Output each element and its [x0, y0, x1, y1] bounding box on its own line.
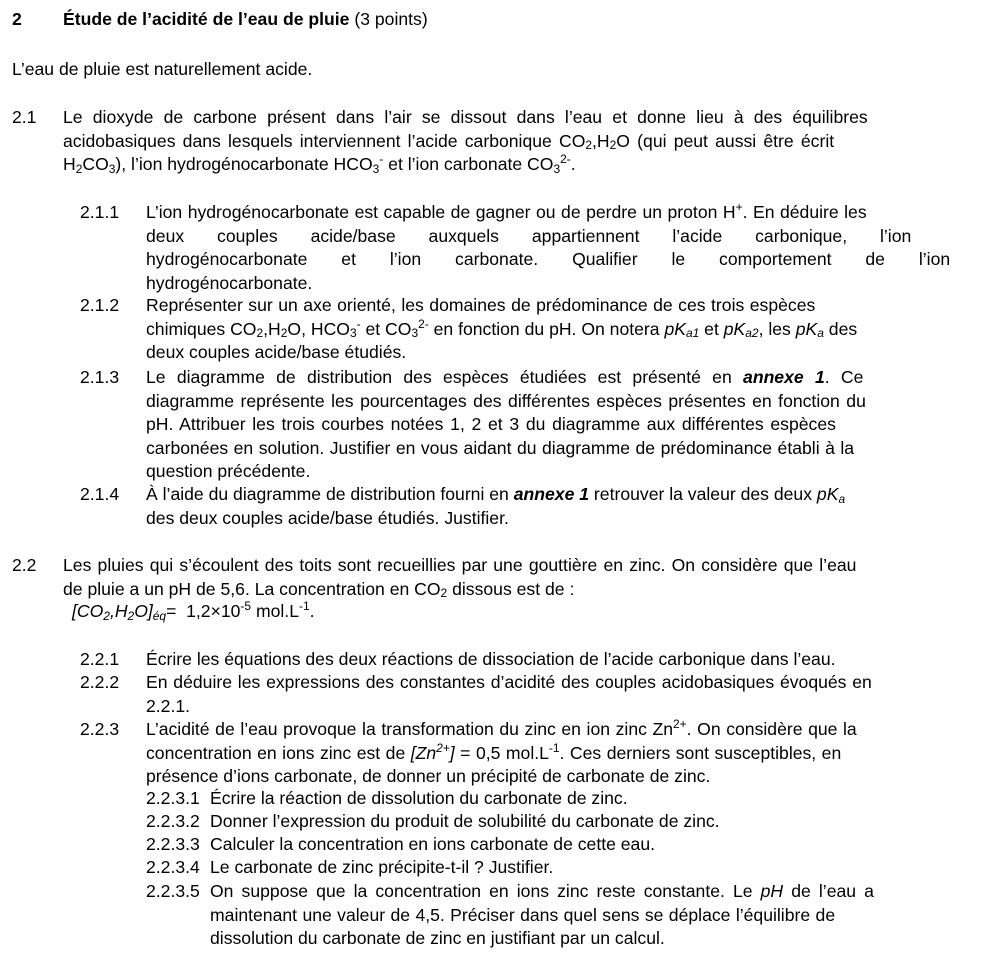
q2-2-2-text: En déduire les expressions des constantes d’acidité des couples acidobasiques évoqués en 2.2.1. [146, 672, 872, 716]
q2-2-3-3-number: 2.2.3.3 [146, 834, 200, 854]
q2-1-4-number: 2.1.4 [80, 484, 120, 504]
section-number: 2 [12, 9, 22, 29]
section-intro: L’eau de pluie est naturellement acide. [12, 59, 313, 79]
q2-2-2-number: 2.2.2 [80, 672, 120, 692]
q2-2-formula: $[CO_2,H_2O]_{éq}= 1,2\times 10^{-5}$ $mol.L^{-1}$. [72, 599, 315, 623]
q2-1-text: Le dioxyde de carbone présent dans l’air se dissout dans l’eau et donne lieu à des équilibres acidobasiques dans lesquels interviennent l’acide carbonique $CO_2,H_2O$ (qui peut aussi être écrit $H_2CO_3$), l’ion hydrogénocarbonate $HCO_3^-$ et l’ion carbonate $CO_3^{2-}$. [63, 107, 868, 176]
q2-1-2-number: 2.1.2 [80, 295, 120, 315]
q2-2-3-1-number: 2.2.3.1 [146, 788, 200, 808]
section-title-line [63, 8, 428, 32]
q2-2-3-text: L’acidité de l’eau provoque la transformation du zinc en ion zinc $Zn^{2+}$. On considère que la concentration en ions zinc est de $[Zn^{2+}] = 0,5$ $mol.L^{-1}$. Ces derniers sont susceptibles, en présence d’ions carbonate, de donner un précipité de carbonate de zinc. [146, 717, 857, 786]
q2-2-3-5-text: On suppose que la concentration en ions zinc reste constante. Le pH de l’eau a maintenant une valeur de 4,5. Préciser dans quel sens se déplace l’équilibre de dissolution du carbonate de zinc en justifiant par un calcul. [210, 881, 874, 948]
q2-2-3-2-number: 2.2.3.2 [146, 811, 200, 831]
q2-1-3-number: 2.1.3 [80, 367, 120, 387]
q2-1-1-text: L’ion hydrogénocarbonate est capable de gagner ou de perdre un proton H+. En déduire les deux couples acide/base auxquels appartiennent l’acide carbonique, l’ion hydrogénocarbonate et l’ion carbonate. Qualifier le comportement de l’ion hydrogénocarbonate. [146, 200, 951, 293]
q2-2-3-4-text: Le carbonate de zinc précipite-t-il ? Justifier. [210, 857, 554, 877]
q2-2-1-text: Écrire les équations des deux réactions de dissociation de l’acide carbonique dans l’eau. [146, 649, 836, 669]
q2-2-3-1-text: Écrire la réaction de dissolution du carbonate de zinc. [210, 788, 628, 808]
q2-2-3-number: 2.2.3 [80, 719, 120, 739]
q2-1-1-number: 2.1.1 [80, 202, 120, 222]
section-heading [12, 8, 22, 32]
q2-2-3-5-number: 2.2.3.5 [146, 881, 200, 901]
q2-2-3-2-text: Donner l’expression du produit de solubilité du carbonate de zinc. [210, 811, 720, 831]
q2-2-number: 2.2 [12, 555, 37, 575]
section-title: Étude de l’acidité de l’eau de pluie [63, 9, 350, 29]
q2-2-text: Les pluies qui s’écoulent des toits sont recueillies par une gouttière en zinc. On considère que l’eau de pluie a un pH de 5,6. La concentration en $CO_2$ dissous est de : [63, 555, 857, 601]
section-points: (3 points) [354, 9, 428, 29]
q2-1-2-text: Représenter sur un axe orienté, les domaines de prédominance de ces trois espèces chimiques $CO_2,H_2O$, $HCO_3^-$ et $CO_3^{2-}$ en fonction du pH. On notera $pK_{a1}$ et $pK_{a2}$, les $pK_a$ des deux couples acide/base étudiés. [146, 295, 858, 362]
q2-2-3-4-number: 2.2.3.4 [146, 857, 200, 877]
q2-1-4-text: À l’aide du diagramme de distribution fourni en annexe 1 retrouver la valeur des deux $pK_a$ des deux couples acide/base étudiés. Justifier. [146, 484, 846, 528]
q2-1-number: 2.1 [12, 107, 37, 127]
q2-1-3-text: Le diagramme de distribution des espèces étudiées est présenté en annexe 1. Ce diagramme représente les pourcentages des différentes espèces présentes en fonction du pH. Attribuer les trois courbes notées 1, 2 et 3 du diagramme aux différentes espèces carbonées en solution. Justifier en vous aidant du diagramme de prédominance établi à la question précédente. [146, 367, 866, 481]
q2-2-3-3-text: Calculer la concentration en ions carbonate de cette eau. [210, 834, 656, 854]
q2-2-1-number: 2.2.1 [80, 649, 120, 669]
